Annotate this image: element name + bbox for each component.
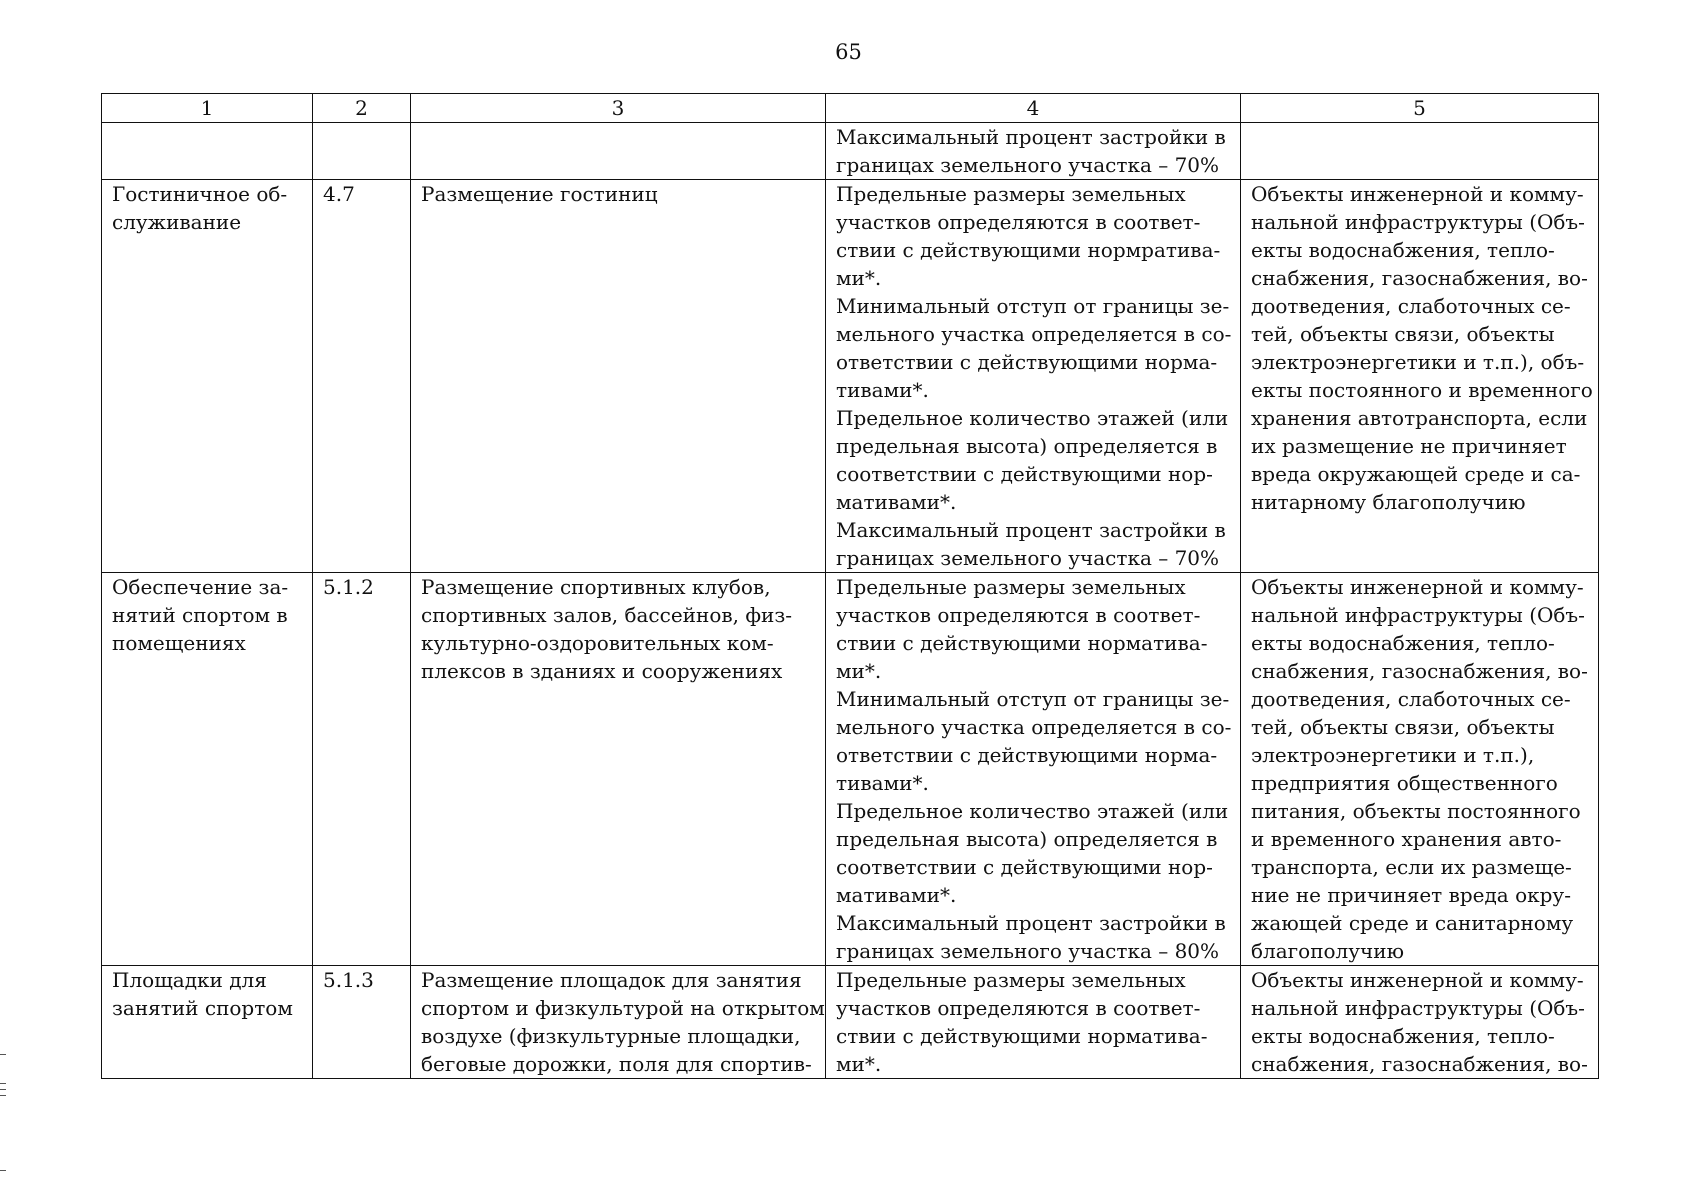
cell-text-line: участков определяются в соответ- <box>836 210 1201 234</box>
description-cell <box>411 966 826 1079</box>
land-use-table <box>101 93 1599 1079</box>
land-use-type-cell <box>102 966 313 1079</box>
cell-text-line: их размещение не причиняет <box>1251 434 1567 458</box>
cell-text-line: Минимальный отступ от границы зе- <box>836 687 1230 711</box>
cell-text-line: помещениях <box>112 631 246 655</box>
cell-text-line: тей, объекты связи, объекты <box>1251 715 1555 739</box>
auxiliary-objects-cell <box>1241 180 1599 573</box>
cell-text-line: доотведения, слаботочных се- <box>1251 294 1571 318</box>
code-cell <box>313 180 411 573</box>
cell-text-line: участков определяются в соответ- <box>836 996 1201 1020</box>
column-header-4: 4 <box>826 94 1241 123</box>
cell-text-line: границах земельного участка – 70% <box>836 546 1220 570</box>
margin-tick <box>0 1083 6 1084</box>
cell-text-line: спортом и физкультурой на открытом <box>421 996 825 1020</box>
cell-text-line: электроэнергетики и т.п.), <box>1251 743 1535 767</box>
cell-text-line: нальной инфраструктуры (Объ- <box>1251 603 1585 627</box>
cell-text-line: Предельное количество этажей (или <box>836 406 1229 430</box>
cell-text-line: Максимальный процент застройки в <box>836 911 1226 935</box>
margin-tick <box>0 1089 6 1090</box>
column-header-5: 5 <box>1241 94 1599 123</box>
cell-text-line: екты водоснабжения, тепло- <box>1251 631 1555 655</box>
cell-text-line: предприятия общественного <box>1251 771 1558 795</box>
cell-text-line: тей, объекты связи, объекты <box>1251 322 1555 346</box>
column-header-2: 2 <box>313 94 411 123</box>
cell-text-line: ствии с действующими норматива- <box>836 1024 1208 1048</box>
cell-text-line: Предельные размеры земельных <box>836 182 1186 206</box>
cell-text-line: Минимальный отступ от границы зе- <box>836 294 1230 318</box>
cell-text-line: культурно-оздоровительных ком- <box>421 631 774 655</box>
cell-text-line: питания, объекты постоянного <box>1251 799 1581 823</box>
code-cell <box>313 573 411 966</box>
parameters-cell <box>826 123 1241 180</box>
cell-text-line: Предельные размеры земельных <box>836 968 1186 992</box>
cell-text-line: хранения автотранспорта, если <box>1251 406 1588 430</box>
cell-text-line: Предельные размеры земельных <box>836 575 1186 599</box>
cell-text-line: электроэнергетики и т.п.), объ- <box>1251 350 1585 374</box>
cell-text-line: нитарному благополучию <box>1251 490 1526 514</box>
margin-tick <box>0 1054 6 1055</box>
page-number: 65 <box>835 40 862 64</box>
description-cell <box>411 123 826 180</box>
cell-text-line: ми*. <box>836 266 882 290</box>
cell-text-line: мативами*. <box>836 490 957 514</box>
table-row <box>102 180 1599 573</box>
description-cell <box>411 573 826 966</box>
cell-text-line: ние не причиняет вреда окру- <box>1251 883 1571 907</box>
auxiliary-objects-cell <box>1241 966 1599 1079</box>
cell-text-line: предельная высота) определяется в <box>836 827 1218 851</box>
cell-text-line: служивание <box>112 210 242 234</box>
auxiliary-objects-cell <box>1241 123 1599 180</box>
cell-text-line: снабжения, газоснабжения, во- <box>1251 266 1588 290</box>
cell-text-line: екты водоснабжения, тепло- <box>1251 1024 1555 1048</box>
cell-text-line: 5.1.3 <box>323 968 374 992</box>
cell-text-line: Максимальный процент застройки в <box>836 125 1226 149</box>
table-body <box>102 123 1599 1079</box>
cell-text-line: снабжения, газоснабжения, во- <box>1251 659 1588 683</box>
parameters-cell <box>826 966 1241 1079</box>
cell-text-line: 5.1.2 <box>323 575 374 599</box>
cell-text-line: тивами*. <box>836 378 929 402</box>
cell-text-line: мельного участка определяется в со- <box>836 715 1232 739</box>
cell-text-line: нальной инфраструктуры (Объ- <box>1251 996 1585 1020</box>
cell-text-line: тивами*. <box>836 771 929 795</box>
cell-text-line: нятий спортом в <box>112 603 288 627</box>
code-cell <box>313 966 411 1079</box>
cell-text-line: мативами*. <box>836 883 957 907</box>
column-header-3: 3 <box>411 94 826 123</box>
land-use-type-cell <box>102 180 313 573</box>
cell-text-line: снабжения, газоснабжения, во- <box>1251 1052 1588 1076</box>
header-row <box>102 94 1599 123</box>
land-use-type-cell <box>102 123 313 180</box>
cell-text-line: Объекты инженерной и комму- <box>1251 575 1584 599</box>
cell-text-line: границах земельного участка – 70% <box>836 153 1220 177</box>
cell-text-line: Гостиничное об- <box>112 182 288 206</box>
cell-text-line: Предельное количество этажей (или <box>836 799 1229 823</box>
cell-text-line: Площадки для <box>112 968 267 992</box>
cell-text-line: участков определяются в соответ- <box>836 603 1201 627</box>
cell-text-line: Объекты инженерной и комму- <box>1251 968 1584 992</box>
cell-text-line: благополучию <box>1251 939 1404 963</box>
table-row <box>102 573 1599 966</box>
margin-tick <box>0 1170 6 1171</box>
cell-text-line: вреда окружающей среде и са- <box>1251 462 1581 486</box>
cell-text-line: спортивных залов, бассейнов, физ- <box>421 603 792 627</box>
cell-text-line: Объекты инженерной и комму- <box>1251 182 1584 206</box>
cell-text-line: транспорта, если их размеще- <box>1251 855 1572 879</box>
cell-text-line: Обеспечение за- <box>112 575 289 599</box>
cell-text-line: доотведения, слаботочных се- <box>1251 687 1571 711</box>
cell-text-line: Размещение площадок для занятия <box>421 968 802 992</box>
cell-text-line: ответствии с действующими норма- <box>836 743 1218 767</box>
cell-text-line: мельного участка определяется в со- <box>836 322 1232 346</box>
cell-text-line: беговые дорожки, поля для спортив- <box>421 1052 812 1076</box>
cell-text-line: границах земельного участка – 80% <box>836 939 1220 963</box>
cell-text-line: ответствии с действующими норма- <box>836 350 1218 374</box>
cell-text-line: ствии с действующими норматива- <box>836 631 1208 655</box>
cell-text-line: Размещение спортивных клубов, <box>421 575 771 599</box>
cell-text-line: соответствии с действующими нор- <box>836 462 1213 486</box>
parameters-cell <box>826 180 1241 573</box>
cell-text-line: екты водоснабжения, тепло- <box>1251 238 1555 262</box>
cell-text-line: 4.7 <box>323 182 355 206</box>
cell-text-line: Максимальный процент застройки в <box>836 518 1226 542</box>
margin-tick <box>0 1095 6 1096</box>
cell-text-line: предельная высота) определяется в <box>836 434 1218 458</box>
cell-text-line: ствии с действующими нормратива- <box>836 238 1221 262</box>
cell-text-line: воздухе (физкультурные площадки, <box>421 1024 801 1048</box>
cell-text-line: Размещение гостиниц <box>421 182 658 206</box>
cell-text-line: нальной инфраструктуры (Объ- <box>1251 210 1585 234</box>
land-use-type-cell <box>102 573 313 966</box>
cell-text-line: ми*. <box>836 659 882 683</box>
description-cell <box>411 180 826 573</box>
cell-text-line: занятий спортом <box>112 996 293 1020</box>
auxiliary-objects-cell <box>1241 573 1599 966</box>
code-cell <box>313 123 411 180</box>
cell-text-line: и временного хранения авто- <box>1251 827 1562 851</box>
column-header-1: 1 <box>102 94 313 123</box>
cell-text-line: плексов в зданиях и сооружениях <box>421 659 783 683</box>
table-row <box>102 123 1599 180</box>
cell-text-line: жающей среде и санитарному <box>1251 911 1574 935</box>
cell-text-line: соответствии с действующими нор- <box>836 855 1213 879</box>
table-row <box>102 966 1599 1079</box>
cell-text-line: екты постоянного и временного <box>1251 378 1593 402</box>
cell-text-line: ми*. <box>836 1052 882 1076</box>
parameters-cell <box>826 573 1241 966</box>
